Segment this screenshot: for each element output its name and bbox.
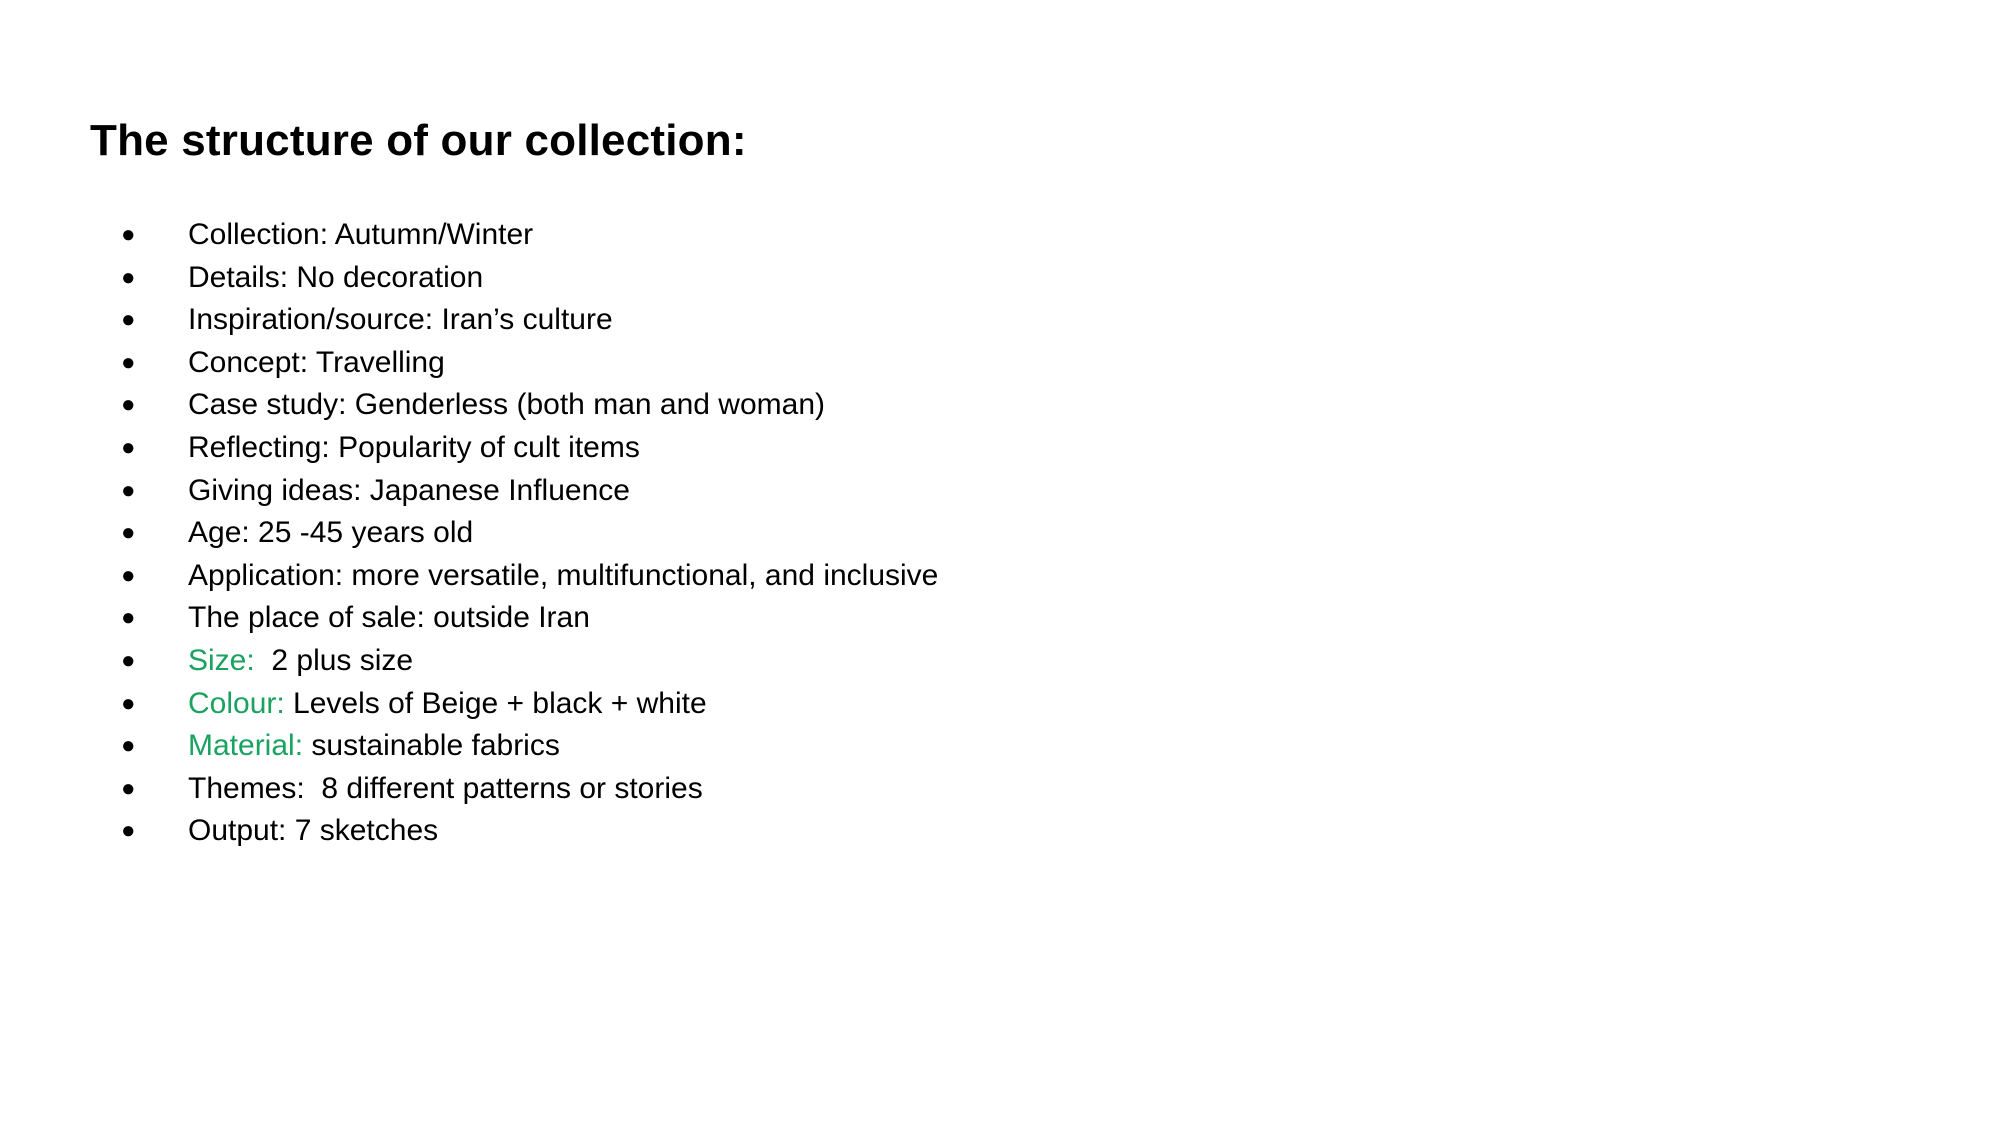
list-item-value: Giving ideas: Japanese Influence [188, 473, 630, 507]
list-item-text [188, 640, 413, 683]
list-item-value: Concept: Travelling [188, 345, 445, 379]
list-item-label: Material: [188, 729, 304, 763]
list-item-text [188, 342, 445, 385]
slide-title: The structure of our collection: [90, 116, 747, 165]
list-item-value: Application: more versatile, multifunctional, and inclusive [188, 558, 939, 592]
list-item-text [188, 384, 825, 427]
list-item-text [188, 597, 590, 640]
bullet-icon: ● [121, 476, 136, 504]
bullet-icon: ● [121, 646, 136, 674]
list-item-text [188, 299, 613, 342]
list-item-text [188, 512, 473, 555]
bullet-icon: ● [121, 817, 136, 845]
list-item-value: Reflecting: Popularity of cult items [188, 430, 640, 464]
list-item-value: Collection: Autumn/Winter [188, 218, 534, 251]
bullet-icon: ● [121, 519, 136, 547]
list-item-text [188, 810, 438, 853]
list-item-value: 2 plus size [254, 643, 414, 677]
bullet-icon: ● [121, 348, 136, 376]
list-item-label: Colour: [188, 686, 285, 720]
bullet-icon: ● [121, 604, 136, 632]
list-item-value: sustainable fabrics [303, 729, 560, 763]
list-item-text [188, 555, 938, 598]
bullet-icon: ● [121, 221, 136, 248]
list-item-value: Case study: Genderless (both man and woman) [188, 388, 825, 422]
list-item-text [188, 427, 640, 470]
list-item-value: Levels of Beige + black + white [284, 686, 707, 720]
bullet-icon: ● [121, 306, 136, 334]
list-item-text [188, 257, 483, 300]
bullet-icon: ● [121, 732, 136, 760]
list-item-value: Inspiration/source: Iran’s culture [188, 303, 613, 337]
bullet-icon: ● [121, 433, 136, 461]
list-item-text [188, 683, 707, 726]
list-item-value: Details: No decoration [188, 260, 484, 294]
bullet-icon: ● [121, 391, 136, 419]
list-item-value: Age: 25 -45 years old [188, 516, 474, 550]
list-item-label: Size: [188, 643, 255, 677]
list-item-value: The place of sale: outside Iran [188, 601, 590, 635]
list-item-text [188, 470, 630, 513]
list-item-text [188, 214, 533, 257]
bullet-icon: ● [121, 561, 136, 589]
list-item-value: Output: 7 sketches [188, 814, 439, 848]
list-item-text [188, 725, 560, 768]
bullet-icon: ● [121, 689, 136, 717]
list-item-value: Themes: 8 different patterns or stories [188, 771, 703, 805]
bullet-icon: ● [121, 774, 136, 802]
bullet-icon: ● [121, 263, 136, 291]
list-item-text [188, 768, 703, 811]
